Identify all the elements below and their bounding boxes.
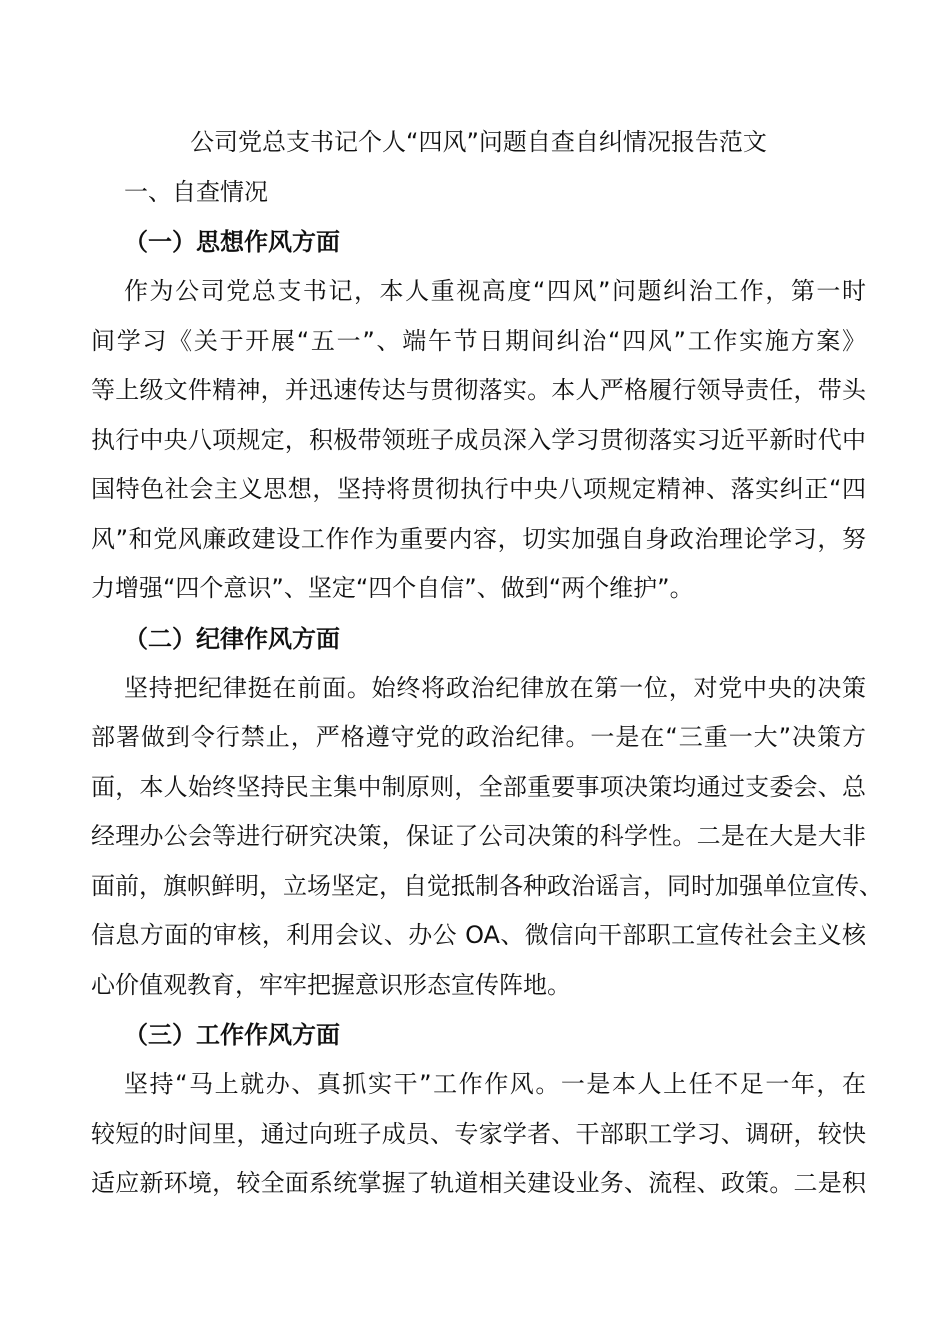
- subsection-heading-discipline-style: （二）纪律作风方面: [124, 624, 340, 653]
- paragraph-line: 执行中央八项规定，积极带领班子成员深入学习贯彻落实习近平新时代中: [91, 425, 866, 454]
- paragraph-line: 适应新环境，较全面系统掌握了轨道相关建设业务、流程、政策。二是积: [91, 1169, 866, 1197]
- document-title: 公司党总支书记个人“四风”问题自查自纠情况报告范文: [190, 128, 767, 156]
- paragraph-line: 国特色社会主义思想，坚持将贯彻执行中央八项规定精神、落实纠正“四: [91, 475, 866, 503]
- document-page: [91, 117, 883, 1209]
- paragraph-line: 心价值观教育，牢牢把握意识形态宣传阵地。: [91, 970, 571, 999]
- paragraph-line: 经理办公会等进行研究决策，保证了公司决策的科学性。二是在大是大非: [91, 822, 866, 850]
- paragraph-discipline-style: [91, 664, 883, 1011]
- paragraph-line: 风”和党风廉政建设工作作为重要内容，切实加强自身政治理论学习，努: [91, 524, 866, 553]
- paragraph-line: 部署做到令行禁止，严格遵守党的政治纪律。一是在“三重一大”决策方: [91, 723, 866, 751]
- paragraph-work-style: [91, 1060, 866, 1209]
- paragraph-line: 等上级文件精神，并迅速传达与贯彻落实。本人严格履行领导责任，带头: [91, 376, 866, 404]
- section-heading-self-check: 一、自查情况: [124, 178, 268, 206]
- paragraph-line: 较短的时间里，通过向班子成员、专家学者、干部职工学习、调研，较快: [91, 1119, 866, 1148]
- paragraph-thought-style: [91, 267, 866, 614]
- paragraph-line: 力增强“四个意识”、坚定“四个自信”、做到“两个维护”。: [91, 574, 694, 602]
- paragraph-line: 作为公司党总支书记，本人重视高度“四风”问题纠治工作，第一时: [124, 277, 866, 305]
- paragraph-line: 面，本人始终坚持民主集中制原则，全部重要事项决策均通过支委会、总: [91, 772, 866, 801]
- paragraph-line: 信息方面的审核，利用会议、办公 OA、微信向干部职工宣传社会主义核: [91, 921, 866, 949]
- paragraph-line: 间学习《关于开展“五一”、端午节日期间纠治“四风”工作实施方案》: [91, 326, 866, 355]
- paragraph-line: 面前，旗帜鲜明，立场坚定，自觉抵制各种政治谣言，同时加强单位宣传、: [91, 871, 883, 900]
- subsection-heading-thought-style: （一）思想作风方面: [124, 228, 340, 256]
- paragraph-line: 坚持“马上就办、真抓实干”工作作风。一是本人上任不足一年，在: [124, 1070, 866, 1098]
- subsection-heading-work-style: （三）工作作风方面: [124, 1021, 340, 1049]
- paragraph-line: 坚持把纪律挺在前面。始终将政治纪律放在第一位，对党中央的决策: [124, 673, 866, 702]
